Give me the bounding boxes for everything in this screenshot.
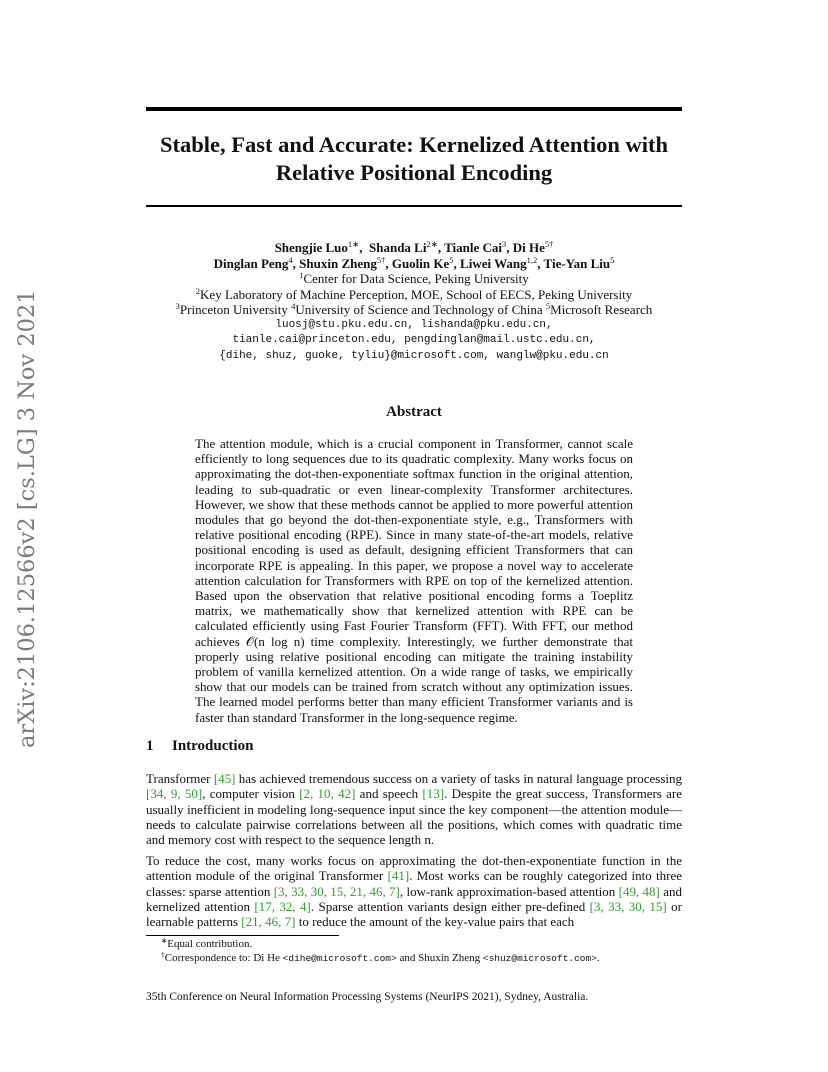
author-block xyxy=(146,240,682,364)
author-name: Dinglan Peng xyxy=(213,255,289,271)
footnote-text: and Shuxin Zheng xyxy=(396,952,483,964)
footnote-mark: † xyxy=(161,950,165,959)
author-line-2: Dinglan Peng$^4$, Shuxin Zheng$^{5\dagger}$, Guolin Ke$^5$, Liwei Wang$^{1,2}$, Tie-Yan Liu$^5$ xyxy=(213,254,615,271)
citation-link[interactable]: [49, 48] xyxy=(618,883,660,899)
arxiv-id: arXiv:2106.12566v2 [cs.LG] 3 Nov 2021 xyxy=(14,289,40,748)
footnote-text: Equal contribution. xyxy=(167,938,253,950)
email-line-2: tianle.cai@princeton.edu, pengdinglan@mail.ustc.edu.cn, xyxy=(232,334,596,346)
intro-paragraph-2 xyxy=(146,853,682,929)
citation-link[interactable]: [17, 32, 4] xyxy=(254,898,311,914)
author-name: Shuxin Zheng xyxy=(299,255,377,271)
paper-title xyxy=(146,131,682,187)
citation-link[interactable]: [13] xyxy=(422,786,445,802)
affiliation-sup: 5 xyxy=(545,301,551,311)
footnote-text: . xyxy=(596,952,600,964)
affiliation-3 xyxy=(176,302,288,317)
footnote-rule xyxy=(146,935,339,936)
text-run: , computer vision xyxy=(202,786,300,802)
affiliation-row-3 xyxy=(146,302,682,318)
citation-link[interactable]: [45] xyxy=(213,771,236,786)
author-sup: 4 xyxy=(288,254,293,265)
title-rule-bottom xyxy=(146,205,682,207)
intro-paragraph-1 xyxy=(146,771,682,847)
author-sup: 3 xyxy=(502,239,507,249)
abstract-heading: Abstract xyxy=(386,404,442,420)
author-name: Tianle Cai xyxy=(444,240,503,255)
author-name: Shengjie Luo xyxy=(274,240,348,255)
author-sup: 5† xyxy=(544,239,554,249)
email-line-1: luosj@stu.pku.edu.cn, lishanda@pku.edu.cn, xyxy=(275,318,553,331)
author-name: Tie-Yan Liu xyxy=(543,255,611,271)
text-run: and speech xyxy=(355,786,423,802)
conference-note: 35th Conference on Neural Information Processing Systems (NeurIPS 2021), Sydney, Australia. xyxy=(146,991,589,1003)
citation-link[interactable]: [34, 9, 50] xyxy=(146,786,203,802)
author-name: Shanda Li xyxy=(369,240,427,255)
arxiv-stamp xyxy=(12,270,52,750)
affiliation-sup: 4 xyxy=(291,301,296,311)
author-name: Di He xyxy=(512,240,545,255)
affiliation-sup: 1 xyxy=(299,270,304,280)
text-run: . Sparse attention variants design either pre-defined xyxy=(310,898,590,914)
author-sup: 5 xyxy=(610,254,615,265)
affiliation-1 xyxy=(146,271,682,287)
author-sup: 2∗ xyxy=(426,239,438,249)
section-number: 1 xyxy=(146,738,154,754)
author-name: Guolin Ke xyxy=(391,255,450,271)
footnote-2 xyxy=(146,951,682,966)
footnote-mark: ∗ xyxy=(161,936,168,945)
citation-link[interactable]: [21, 46, 7] xyxy=(241,914,296,930)
author-sup: 5† xyxy=(376,254,386,265)
title-line-2: Relative Positional Encoding xyxy=(275,160,553,185)
affiliation-text: Microsoft Research xyxy=(550,302,653,317)
footnote-email[interactable]: <shuz@microsoft.com> xyxy=(482,953,597,964)
affiliation-2 xyxy=(146,287,682,303)
text-run: or learnable patterns xyxy=(146,898,682,930)
citation-link[interactable]: [3, 33, 30, 15] xyxy=(589,898,667,914)
title-line-1: Stable, Fast and Accurate: Kernelized Attention with xyxy=(159,132,669,157)
title-rule-top xyxy=(146,107,682,111)
citation-link[interactable]: [3, 33, 30, 15, 21, 46, 7] xyxy=(273,883,400,899)
author-name: Liwei Wang xyxy=(460,255,527,271)
affiliation-text: Key Laboratory of Machine Perception, MOE, School of EECS, Peking University xyxy=(200,286,633,302)
author-sup: 1,2 xyxy=(526,254,538,265)
author-line-1: Shengjie Luo$^{1∗}$, Shanda $Li^{2∗}$, Tianle Cai$^3$, Di $He^{5\dagger}$ xyxy=(274,239,554,255)
text-run: , low-rank approximation-based attention xyxy=(399,883,619,899)
affiliation-text: Princeton University xyxy=(179,302,288,317)
author-sup: 5 xyxy=(449,254,454,265)
section-title: Introduction xyxy=(172,738,254,754)
text-run: . Most works can be roughly categorized into three classes: sparse attention xyxy=(146,868,682,899)
footnote-email[interactable]: <dihe@microsoft.com> xyxy=(282,953,397,964)
abstract-text: The attention module, which is a crucial component in Transformer, cannot scale efficiently to long sequences due to its quadratic complexity. Many works focus on approximating the dot-then-exponentiate softmax function in the original attention, leading to sub-quadratic or even linear-complexity Transformer architectures. However, we show that these methods cannot be applied to more powerful attention modules that go beyond the dot-then-exponentiate style, e.g., Transformers with relative positional encoding (RPE). Since in many state-of-the-art models, relative positional encoding is used as default, designing efficient Transformers that can incorporate RPE is appealing. In this paper, we propose a novel way to accelerate attention calculation for Transformers with RPE on top of the kernelized attention. Based upon the observation that relative positional encoding forms a Toeplitz matrix, we mathematically show that kernelized attention with RPE can be calculated efficiently using Fast Fourier Transform (FFT). With FFT, our method achieves 𝒪(n log n) time complexity. Interestingly, we further demonstrate that properly using relative positional encoding can mitigate the training instability problem of vanilla kernelized attention. On a wide range of tasks, we empirically show that our models can be trained from scratch without any optimization issues. The learned model performs better than many efficient Transformer variants and is faster than standard Transformer in the long-sequence regime. xyxy=(195,436,633,725)
section-heading xyxy=(146,738,682,755)
email-line-3: {dihe, shuz, guoke, tyliu}@microsoft.com, wanglw@pku.edu.cn xyxy=(219,349,609,362)
text-run: to reduce the amount of the key-value pairs that each xyxy=(295,914,575,930)
text-run: . Despite the great success, Transformers are usually inefficient in modeling long-sequence input since the key component—the attention module—needs to calculate pairwise correlations between all the positions, which comes with quadratic time and memory cost with respect to the sequence length n. xyxy=(146,786,682,848)
text-run: and kernelized attention xyxy=(146,883,682,914)
affiliation-text: University of Science and Technology of China xyxy=(295,302,543,317)
citation-link[interactable]: [2, 10, 42] xyxy=(299,786,356,802)
text-run: has achieved tremendous success on a variety of tasks in natural language processing xyxy=(235,771,683,786)
footnote-1 xyxy=(146,937,682,951)
author-sup: 1∗ xyxy=(347,239,360,249)
affiliation-sup: 2 xyxy=(195,285,201,296)
affiliation-5 xyxy=(546,302,652,317)
citation-link[interactable]: [41] xyxy=(387,868,410,884)
affiliation-text: Center for Data Science, Peking University xyxy=(303,271,529,286)
footnote-text: Correspondence to: Di He xyxy=(164,952,283,964)
text-run: Transformer xyxy=(146,771,214,786)
affiliation-4 xyxy=(291,302,543,317)
footnotes xyxy=(146,937,682,966)
affiliation-sup: 3 xyxy=(175,301,180,311)
text-run: To reduce the cost, many works focus on approximating the dot-then-exponentiate function in the attention module of the original Transformer xyxy=(146,853,682,884)
